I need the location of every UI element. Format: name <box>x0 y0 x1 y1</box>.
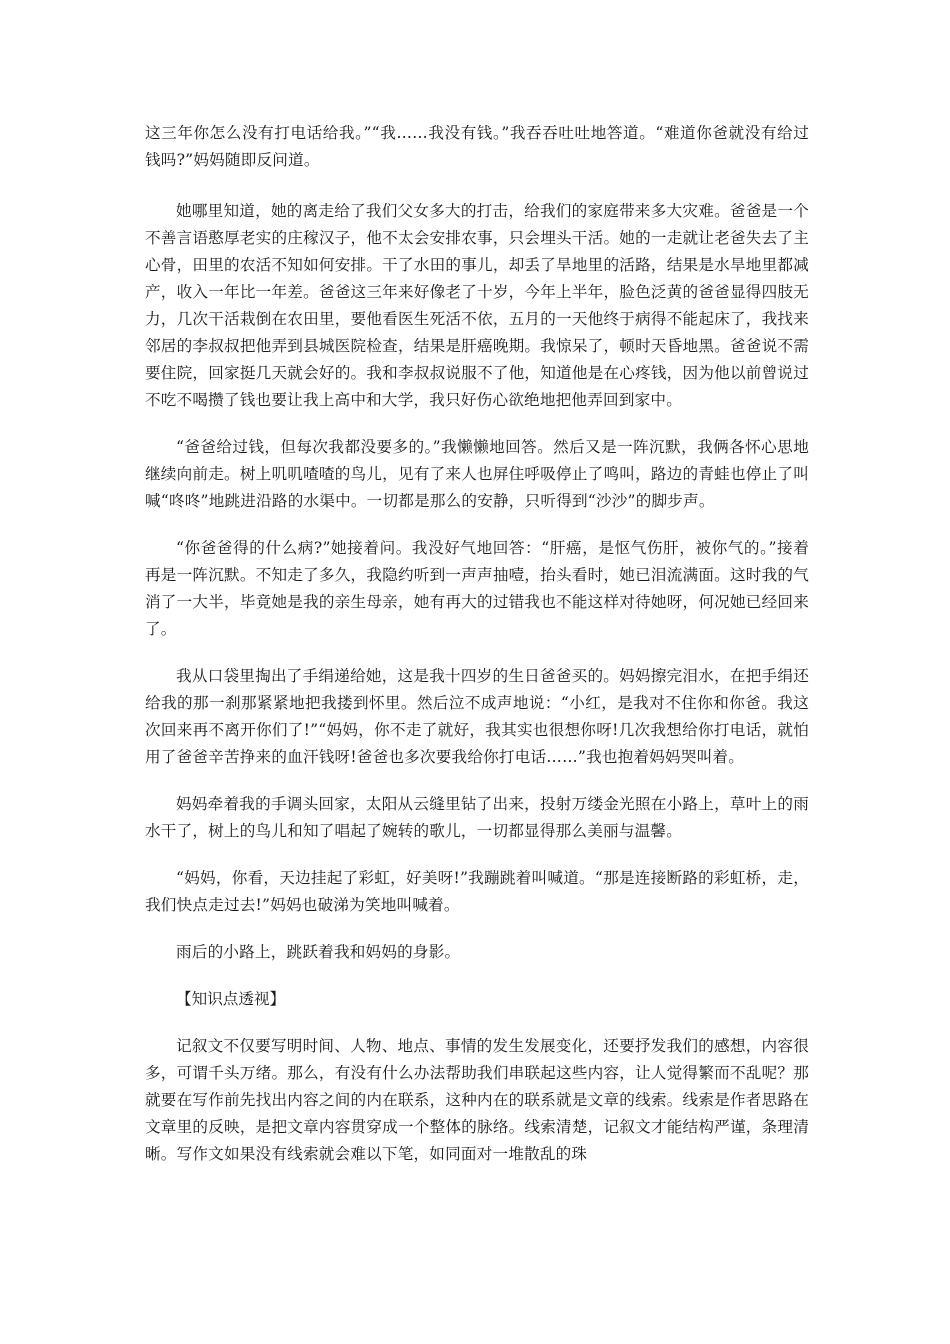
paragraph-4: “你爸爸得的什么病?”她接着问。我没好气地回答：“肝癌，是怄气伤肝，被你气的。”接着再是一阵沉默。不知走了多久，我隐约听到一声声抽噎，抬头看时，她已泪流满面。这时我的气消了一大半，毕竟她是我的亲生母亲，她有再大的过错我也不能这样对待她呀，何况她已经回来了。 <box>145 539 809 638</box>
paragraph-6: 妈妈牵着我的手调头回家，太阳从云缝里钻了出来，投射万缕金光照在小路上，草叶上的雨水干了，树上的鸟儿和知了唱起了婉转的歌儿，一切都显得那么美丽与温馨。 <box>145 795 809 840</box>
section-heading: 【知识点透视】 <box>176 990 286 1008</box>
paragraph-2: 她哪里知道，她的离走给了我们父女多大的打击，给我们的家庭带来多大灾难。爸爸是一个不善言语憨厚老实的庄稼汉子，他不太会安排农事，只会埋头干活。她的一走就让老爸失去了主心骨，田里的农活不知如何安排。干了水田的事儿，却丢了旱地里的活路，结果是水旱地里都减产，收入一年比一年差。爸爸这三年来好像老了十岁，今年上半年，脸色泛黄的爸爸显得四肢无力，几次干活栽倒在农田里，要他看医生死活不依，五月的一天他终于病得不能起床了，我找来邻居的李叔叔把他弄到县城医院检查，结果是肝癌晚期。我惊呆了，顿时天昏地黑。爸爸说不需要住院，回家挺几天就会好的。我和李叔叔说服不了他，知道他是在心疼钱，因为他以前曾说过不吃不喝攒了钱也要让我上高中和大学，我只好伤心欲绝地把他弄回到家中。 <box>145 202 809 409</box>
paragraph-1: 这三年你怎么没有打电话给我。”“我……我没有钱。”我吞吞吐吐地答道。“难道你爸就没有给过钱吗?”妈妈随即反问道。 <box>145 124 809 169</box>
paragraph-5: 我从口袋里掏出了手绢递给她，这是我十四岁的生日爸爸买的。妈妈擦完泪水，在把手绢还给我的那一刹那紧紧地把我搂到怀里。然后泣不成声地说：“小红，是我对不住你和你爸。我这次回来再不离开你们了!”“妈妈，你不走了就好，我其实也很想你呀!几次我想给你打电话，就怕用了爸爸辛苦挣来的血汗钱呀!爸爸也多次要我给你打电话……”我也抱着妈妈哭叫着。 <box>145 667 809 766</box>
paragraph-7: “妈妈，你看，天边挂起了彩虹，好美呀!”我蹦跳着叫喊道。“那是连接断路的彩虹桥，走，我们快点走过去!”妈妈也破涕为笑地叫喊着。 <box>145 869 809 914</box>
paragraph-8: 雨后的小路上，跳跃着我和妈妈的身影。 <box>176 943 461 961</box>
document-page <box>145 120 809 1188</box>
paragraph-3: “爸爸给过钱，但每次我都没要多的。”我懒懒地回答。然后又是一阵沉默，我俩各怀心思地继续向前走。树上叽叽喳喳的鸟儿，见有了来人也屏住呼吸停止了鸣叫，路边的青蛙也停止了叫喊“咚咚”地跳进沿路的水渠中。一切都是那么的安静，只听得到“沙沙”的脚步声。 <box>145 438 809 510</box>
closing-paragraph: 记叙文不仅要写明时间、人物、地点、事情的发生发展变化，还要抒发我们的感想，内容很多，可谓千头万绪。那么，有没有什么办法帮助我们串联起这些内容，让人觉得繁而不乱呢？那就要在写作前先找出内容之间的内在联系，这种内在的联系就是文章的线索。线索是作者思路在文章里的反映，是把文章内容贯穿成一个整体的脉络。线索清楚，记叙文才能结构严谨，条理清晰。写作文如果没有线索就会难以下笔，如同面对一堆散乱的珠 <box>145 1037 809 1163</box>
